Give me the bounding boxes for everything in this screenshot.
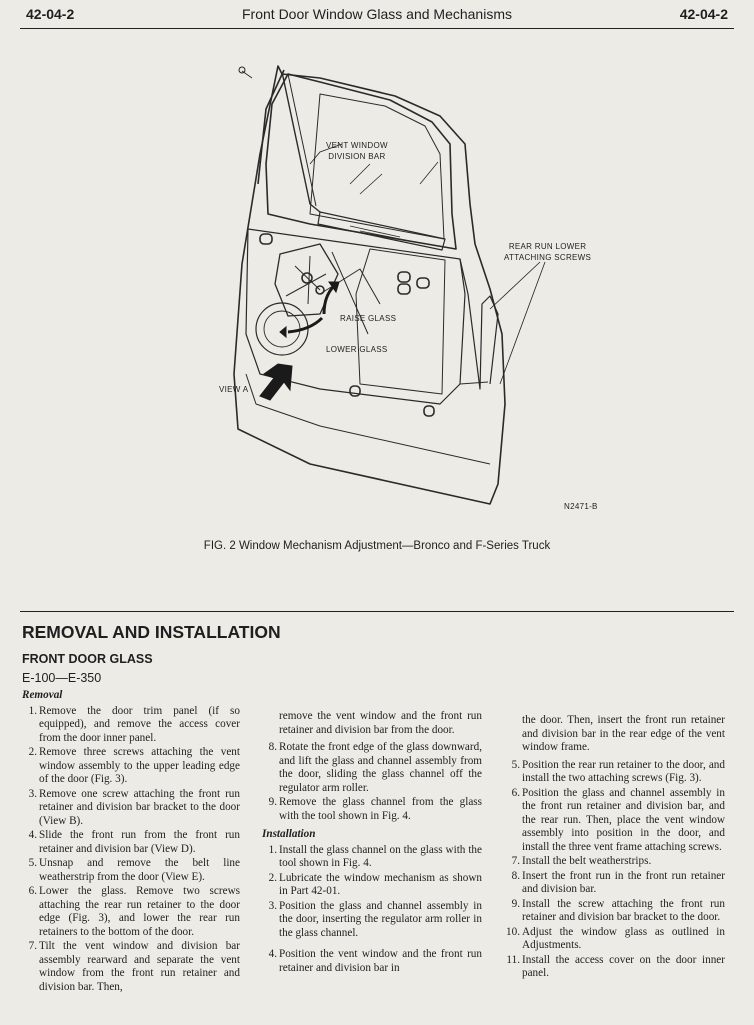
list-item: 7. Install the belt weatherstrips. <box>511 855 652 867</box>
list-item: 8. Rotate the front edge of the glass downward, and lift the glass and channel assembly from the door, sliding the glass channel off the regulator arm roller. <box>268 741 482 794</box>
leader-rear-run-2 <box>500 262 545 384</box>
figure-window-mechanism <box>20 34 734 589</box>
list-item: 2. Remove three screws attaching the vent window assembly to the upper leading edge of the door (Fig. 3). <box>28 746 240 785</box>
list-item: 4. Slide the front run from the front run retainer and division bar (View D). <box>28 829 240 855</box>
page-header <box>0 0 754 32</box>
list-item: 5. Position the rear run retainer to the door, and install the two attaching screws (Fig. 3). <box>511 758 725 784</box>
section-title: REMOVAL AND INSTALLATION <box>22 622 281 642</box>
lower-glass-arrow <box>280 318 322 337</box>
section-rule <box>20 611 734 612</box>
list-item: 10. Adjust the window glass as outlined in Adjustments. <box>506 925 725 951</box>
raise-glass-arrow <box>324 282 339 314</box>
view-a-arrow <box>260 364 292 400</box>
section-subtitle: FRONT DOOR GLASS <box>22 652 153 666</box>
column-2 <box>262 710 482 976</box>
list-item: 3. Remove one screw attaching the front run retainer and division bar bracket to the door (View B). <box>28 787 240 827</box>
list-item: 6. Lower the glass. Remove two screws attaching the rear run retainer to the door edge (Fig. 3), and lower the rear run retainers to the bottom of the door. <box>28 885 240 938</box>
list-item: 8. Insert the front run in the front run retainer and division bar. <box>511 869 725 895</box>
label-view-a: VIEW A <box>219 385 249 394</box>
list-item: 9. Remove the glass channel from the glass with the tool shown in Fig. 4. <box>268 796 482 822</box>
installation-steps-cont <box>505 759 725 981</box>
list-item: 9. Install the screw attaching the front run retainer and division bar bracket to the door. <box>511 897 725 923</box>
section-models: E-100—E-350 <box>22 671 102 685</box>
rear-run <box>460 259 498 389</box>
list-item: 1. Remove the door trim panel (if so equipped), and remove the access cover from the door inner panel. <box>28 704 240 744</box>
leader-rear-run-1 <box>490 262 540 309</box>
continuation-text: the door. Then, insert the front run retainer and division bar in the rear edge of the vent window frame. <box>522 714 725 753</box>
division-bar <box>282 72 320 212</box>
figure-caption: FIG. 2 Window Mechanism Adjustment—Bronco and F-Series Truck <box>203 540 551 552</box>
list-item: 5. Unsnap and remove the belt line weatherstrip from the door (View E). <box>28 857 240 883</box>
list-item: 1. Install the glass channel on the glass with the tool shown in Fig. 4. <box>268 843 482 869</box>
label-lower-glass: LOWER GLASS <box>326 345 388 354</box>
header-rule <box>20 28 734 29</box>
page-number-right: 42-04-2 <box>679 6 728 22</box>
list-item: 6. Position the glass and channel assembly in the front run retainer and division bar, and the rear run. Then, place the vent window assembly into position in the door, and install the three vent frame attaching screws. <box>511 786 725 853</box>
removal-steps-cont <box>262 741 482 823</box>
list-item: 11. Install the access cover on the door inner panel. <box>506 953 725 979</box>
page-number-left: 42-04-2 <box>26 6 75 22</box>
regulator-mechanism <box>275 244 338 316</box>
installation-steps <box>262 844 482 976</box>
label-raise-glass: RAISE GLASS <box>340 314 397 323</box>
door-illustration <box>20 34 734 554</box>
column-1 <box>22 689 240 995</box>
continuation-text: remove the vent window and the front run retainer and division bar from the door. <box>279 710 482 736</box>
label-vent-window: VENT WINDOW DIVISION BAR <box>326 141 388 161</box>
column-3 <box>505 714 725 982</box>
figure-code: N2471-B <box>564 502 598 511</box>
page-title: Front Door Window Glass and Mechanisms <box>242 6 512 22</box>
list-item: 3. Position the glass and channel assembly in the door, inserting the regulator arm roller in the glass channel. <box>268 899 482 939</box>
label-rear-run: REAR RUN LOWER ATTACHING SCREWS <box>504 242 592 262</box>
window-glass <box>310 94 444 239</box>
removal-steps <box>22 705 240 995</box>
list-item: 7. Tilt the vent window and division bar assembly rearward and separate the vent window from the front run retainer and division bar. Then, <box>28 940 240 993</box>
installation-heading: Installation <box>262 828 316 840</box>
list-item: 2. Lubricate the window mechanism as shown in Part 42-01. <box>268 871 482 897</box>
list-item: 4. Position the vent window and the front run retainer and division bar in <box>268 948 482 974</box>
removal-heading: Removal <box>22 689 63 701</box>
